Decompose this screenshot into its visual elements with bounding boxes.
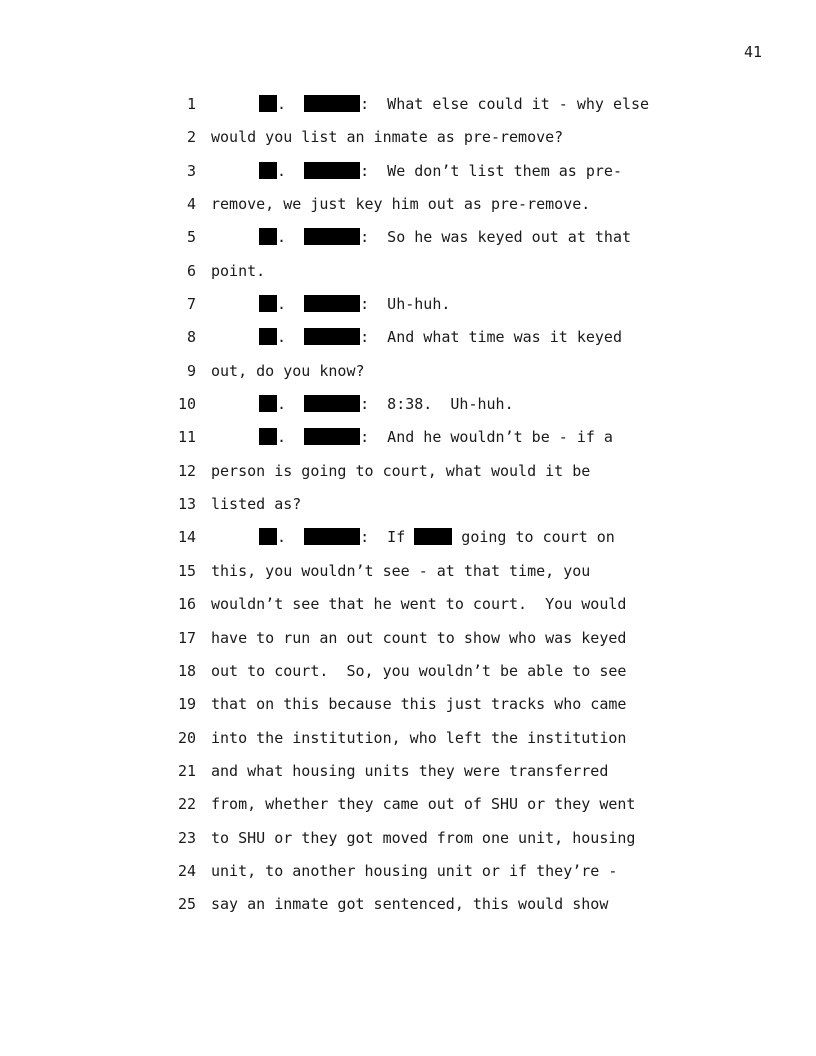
line-content: would you list an inmate as pre-remove?	[211, 128, 564, 147]
redaction-box	[304, 328, 360, 345]
transcript-line	[0, 92, 816, 125]
transcript-line	[0, 525, 816, 558]
line-text: . : And he wouldn’t be - if a	[259, 425, 613, 449]
line-text: . : So he was keyed out at that	[259, 225, 631, 249]
line-number: 22	[177, 795, 196, 814]
transcript-line	[0, 492, 816, 525]
line-text	[211, 759, 608, 783]
transcript-line	[0, 559, 816, 592]
line-number: 5	[186, 228, 196, 247]
line-number: 6	[186, 261, 196, 280]
line-number: 13	[177, 495, 196, 514]
line-text	[211, 859, 617, 883]
line-content: point.	[211, 261, 266, 280]
line-text	[211, 359, 365, 383]
line-number: 3	[186, 161, 196, 180]
line-number: 4	[186, 195, 196, 214]
line-content: this, you wouldn’t see - at that time, you	[211, 561, 591, 580]
transcript-line	[0, 325, 816, 358]
line-content: and what housing units they were transferred	[211, 761, 609, 780]
transcript-line	[0, 359, 816, 392]
line-text: . : And what time was it keyed	[259, 325, 622, 349]
page-number: 41	[743, 43, 762, 61]
redaction-box	[259, 528, 277, 545]
redaction-box	[259, 428, 277, 445]
redaction-box	[259, 395, 277, 412]
line-content: out, do you know?	[211, 361, 365, 380]
line-content: : Uh-huh.	[360, 295, 451, 314]
line-number: 12	[177, 461, 196, 480]
line-number: 23	[177, 828, 196, 847]
redaction-box	[304, 162, 360, 179]
line-number: 15	[177, 561, 196, 580]
transcript-line	[0, 125, 816, 158]
line-text	[211, 125, 563, 149]
redaction-box	[304, 228, 360, 245]
redaction-box	[259, 162, 277, 179]
redaction-box	[304, 395, 360, 412]
line-number: 21	[177, 761, 196, 780]
transcript-line	[0, 292, 816, 325]
transcript-line	[0, 626, 816, 659]
redaction-box	[259, 228, 277, 245]
line-number: 1	[186, 95, 196, 113]
line-number: 2	[186, 128, 196, 147]
redaction-box	[304, 295, 360, 312]
line-content: : So he was keyed out at that	[360, 228, 632, 247]
transcript-line	[0, 459, 816, 492]
line-content: person is going to court, what would it be	[211, 461, 591, 480]
transcript-line	[0, 425, 816, 458]
line-number: 19	[177, 695, 196, 714]
line-text	[211, 626, 626, 650]
redaction-box	[304, 95, 360, 112]
transcript-line	[0, 859, 816, 892]
line-number: 10	[177, 395, 196, 414]
transcript-line	[0, 159, 816, 192]
transcript-line	[0, 659, 816, 692]
line-content: from, whether they came out of SHU or they went	[211, 795, 636, 814]
line-content: into the institution, who left the institution	[211, 728, 627, 747]
line-text	[211, 459, 590, 483]
transcript-line	[0, 826, 816, 859]
transcript-line	[0, 759, 816, 792]
transcript-line	[0, 792, 816, 825]
transcript-line	[0, 692, 816, 725]
line-number: 11	[177, 428, 196, 447]
line-text	[211, 659, 626, 683]
line-number: 20	[177, 728, 196, 747]
transcript-line	[0, 192, 816, 225]
line-content-after: going to court on	[452, 528, 615, 547]
line-content: remove, we just key him out as pre-remove.	[211, 195, 591, 214]
redaction-box	[414, 528, 452, 545]
line-text	[211, 192, 590, 216]
transcript-line	[0, 592, 816, 625]
line-number: 16	[177, 595, 196, 614]
line-text	[211, 492, 301, 516]
line-number: 25	[177, 895, 196, 914]
transcript-line	[0, 892, 816, 925]
line-text: . : We don’t list them as pre-	[259, 159, 622, 183]
line-content: : We don’t list them as pre-	[360, 161, 622, 180]
line-text	[211, 826, 635, 850]
line-text	[211, 792, 635, 816]
line-content: : 8:38. Uh-huh.	[360, 395, 514, 414]
line-text	[211, 692, 626, 716]
redaction-box	[304, 428, 360, 445]
line-text: . : 8:38. Uh-huh.	[259, 392, 514, 416]
transcript-line	[0, 259, 816, 292]
line-number: 17	[177, 628, 196, 647]
line-text: . : What else could it - why else	[259, 92, 649, 116]
line-content: to SHU or they got moved from one unit, housing	[211, 828, 636, 847]
line-content: unit, to another housing unit or if they’re -	[211, 861, 618, 880]
redaction-box	[304, 528, 360, 545]
transcript-lines	[0, 92, 816, 926]
line-number: 14	[177, 528, 196, 547]
line-text: . : Uh-huh.	[259, 292, 450, 316]
line-number: 7	[186, 295, 196, 314]
line-text	[211, 726, 626, 750]
line-content: say an inmate got sentenced, this would show	[211, 895, 609, 914]
line-content: wouldn’t see that he went to court. You would	[211, 595, 627, 614]
redaction-box	[259, 295, 277, 312]
redaction-box	[259, 95, 277, 112]
redaction-box	[259, 328, 277, 345]
transcript-line	[0, 225, 816, 258]
line-number: 18	[177, 661, 196, 680]
line-content: out to court. So, you wouldn’t be able to see	[211, 661, 627, 680]
line-text: . : If going to court on	[259, 525, 615, 549]
transcript-line	[0, 392, 816, 425]
line-content: : And he wouldn’t be - if a	[360, 428, 613, 447]
line-content: : What else could it - why else	[360, 95, 650, 113]
line-text	[211, 259, 265, 283]
line-content: : And what time was it keyed	[360, 328, 622, 347]
line-text	[211, 892, 608, 916]
line-number: 8	[186, 328, 196, 347]
line-content: listed as?	[211, 495, 302, 514]
transcript-line	[0, 726, 816, 759]
line-number: 24	[177, 861, 196, 880]
line-content: have to run an out count to show who was keyed	[211, 628, 627, 647]
line-content: : If	[360, 528, 406, 547]
line-text	[211, 559, 590, 583]
line-number: 9	[186, 361, 196, 380]
line-content: that on this because this just tracks who came	[211, 695, 627, 714]
line-text	[211, 592, 626, 616]
